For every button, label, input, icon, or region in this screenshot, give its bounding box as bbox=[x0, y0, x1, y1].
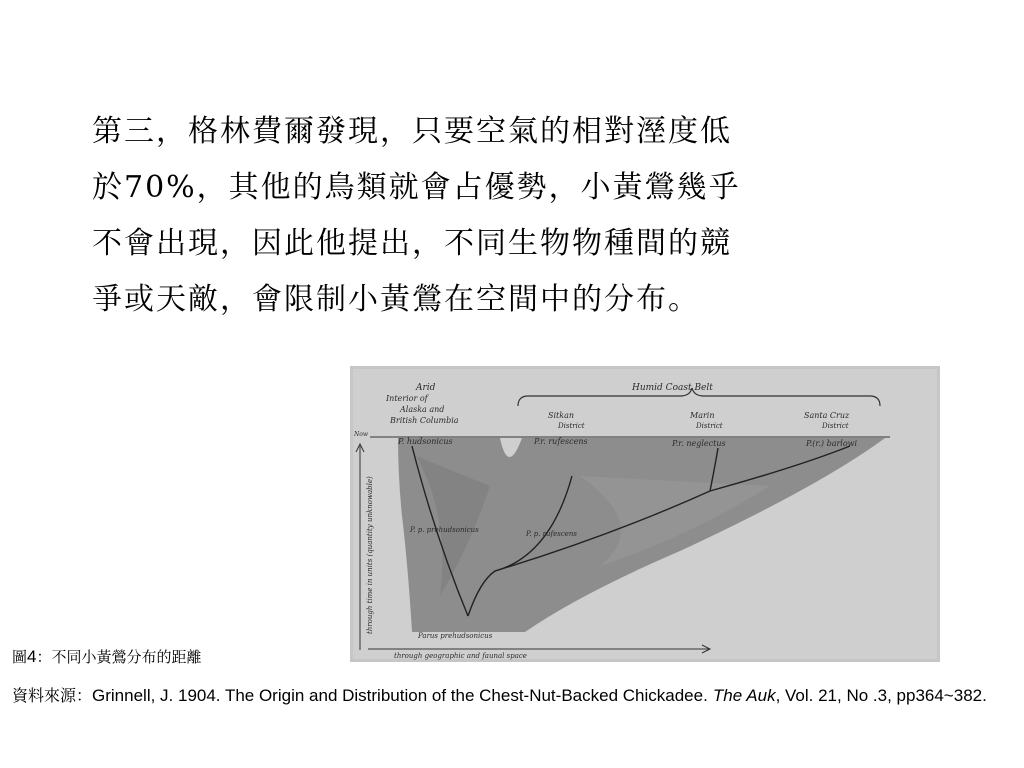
label-marin: Marin bbox=[690, 411, 715, 420]
label-time-axis: through time in units (quantity unknowable) bbox=[366, 476, 374, 634]
evolution-diagram bbox=[350, 366, 940, 662]
label-pr-barlowi: P.(r.) barlowi bbox=[806, 439, 858, 448]
label-humid: Humid Coast Belt bbox=[632, 383, 713, 393]
paragraph-line-4: 爭或天敵，會限制小黃鶯在空間中的分布。 bbox=[92, 282, 700, 317]
source-journal: The Auk bbox=[712, 686, 776, 705]
source-details: , Vol. 21, No .3, pp364~382. bbox=[775, 686, 987, 705]
label-pp-rufescens: P. p. rufescens bbox=[526, 530, 578, 538]
source-label: 資料來源： bbox=[12, 686, 93, 705]
label-pr-rufescens: P.r. rufescens bbox=[534, 437, 588, 446]
paragraph-line-3: 不會出現，因此他提出，不同生物物種間的競 bbox=[92, 226, 732, 261]
label-pp-prehudsonicus: P. p. prehudsonicus bbox=[410, 526, 479, 534]
label-space-axis: through geographic and faunal space bbox=[394, 652, 527, 660]
label-arid: Arid bbox=[416, 383, 436, 393]
label-p-hudsonicus: P. hudsonicus bbox=[398, 437, 453, 446]
main-paragraph bbox=[92, 104, 952, 328]
caption-text: 不同小黃鶯分布的距離 bbox=[51, 648, 202, 666]
label-now: Now bbox=[354, 431, 368, 438]
caption-number: 4 bbox=[27, 647, 37, 666]
figure-caption bbox=[12, 646, 202, 667]
paragraph-line-2: 於70%，其他的鳥類就會占優勢，小黃鶯幾乎 bbox=[92, 170, 741, 205]
label-arid-3: Alaska and bbox=[400, 405, 445, 414]
label-parus-prehudsonicus: Parus prehudsonicus bbox=[418, 632, 493, 640]
label-marin-district: District bbox=[696, 422, 723, 430]
label-arid-4: British Columbia bbox=[390, 416, 459, 425]
diagram-svg bbox=[350, 366, 940, 662]
source-citation bbox=[12, 683, 1012, 709]
label-arid-2: Interior of bbox=[386, 394, 428, 403]
source-text: Grinnell, J. 1904. The Origin and Distribution of the Chest-Nut-Backed Chickadee. bbox=[92, 686, 708, 705]
label-sitkan: Sitkan bbox=[548, 411, 575, 420]
label-santa-cruz-district: District bbox=[822, 422, 849, 430]
label-santa-cruz: Santa Cruz bbox=[804, 411, 850, 420]
caption-colon: ： bbox=[36, 648, 52, 666]
label-pr-neglectus: P.r. neglectus bbox=[672, 439, 726, 448]
caption-prefix: 圖 bbox=[12, 648, 28, 666]
paragraph-line-1: 第三，格林費爾發現，只要空氣的相對溼度低 bbox=[92, 114, 732, 149]
label-sitkan-district: District bbox=[558, 422, 585, 430]
